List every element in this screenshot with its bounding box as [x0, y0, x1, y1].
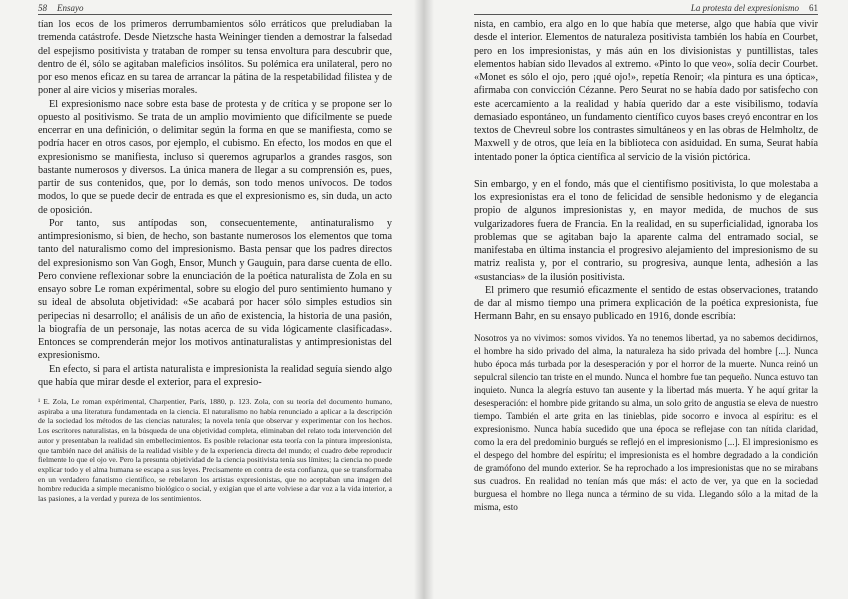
left-paragraph-3: Por tanto, sus antípodas son, consecuentemente, antinaturalismo y antimpresionismo, si bien, de hecho, son bastante numerosos los elementos que toma tanto del naturalismo como del impresionismo. Basta pensar que los padres directos del expresionismo son Van Gogh, Ensor, Munch y Gauguin, para darse cuenta de ello. Pero conviene reflexionar sobre la enunciación de la poética naturalista de Zola en su ensayo sobre Le roman expérimental, sobre su elogio del puro sentimiento humano y su ideal de absoluta objetividad: «Se acabará por hacer sólo simples estudios sin peripecias ni desarrollo; el análisis de un año de existencia, la historia de una pasión, la biografía de un personaje, las notas acerca de su vida lógicamente clasificadas». Entonces se comprenderán mejor los motivos antinaturalistas y antimpresionistas del expresionismo. [38, 217, 392, 362]
running-head-title-right: La protesta del expresionismo [690, 3, 799, 13]
left-paragraph-2: El expresionismo nace sobre esta base de protesta y de crítica y se propone ser lo opuesto al positivismo. Se trata de un amplio movimiento que difícilmente se puede encerrar en una definición, o delimitar según la forma en que se manifiesta, como se podría hacer en otros casos, por ejemplo, el cubismo. En efecto, los modos en que el expresionismo se manifiesta, incluso si queremos agruparlos a grandes rasgos, son bastante numerosos y diversos. La única manera de llegar a su comprensión es, pues, partir de sus contenidos, que, por lo demás, son todo menos unívocos. De todos modos, lo que se puede decir de entrada es que el expresionismo es, sin duda, un acto de oposición. [38, 98, 392, 216]
page-number-right: 61 [809, 3, 818, 13]
right-paragraph-2: Sin embargo, y en el fondo, más que el cientifismo positivista, lo que molestaba a los expresionistas era el tono de felicidad de sensible hedonismo y de elegancia propio de algunos impresionistas y, en mayor medida, de muchos de sus vulgarizadores fuera de Francia. En la realidad, en su superficialidad, ignoraba los problemas que se agitaban bajo la aparente calma del entramado social, se manifestaba en última instancia el progresivo alejamiento del impresionismo de su matriz realista y, por el contrario, su progresiva, aunque lenta, adhesión a las «sustancias» de la ilusión positivista. [474, 178, 818, 283]
right-paragraph-1: nista, en cambio, era algo en lo que había que meterse, algo que había que vivir desde el interior. Elementos de naturaleza positivista también los había en Courbet, pero en los impresionistas, y más aún en los divisionistas y puntillistas, tales elementos habían sido llevados al extremo. «Pinto lo que veo», solía decir Courbet. «Monet es sólo el ojo, pero ¡qué ojo!», repetía Renoir; «la pintura es una óptica», afirmaba con convicción Cézanne. Pero Seurat no se había dado por satisfecho con este acercamiento a la realidad y había querido dar a este visibilismo, todavía demasiado espontáneo, un fundamento científico cuyos bases creyó encontrar en los textos de Chevreul sobre los contrastes simultáneos y en las obras de Helmholtz, de Maxwell y de otros, que leía en la biblioteca con asiduidad. En suma, Seurat había intentado poner la óptica científica al servicio de la visión pictórica. [474, 19, 818, 163]
left-paragraph-1: tían los ecos de los primeros derrumbamientos sólo erráticos que preludiaban la tremenda catástrofe. Desde Nietzsche hasta Weininger tienden a demostrar la falsedad del espejismo positivista y trataban de romper su tensa envoltura para descubrir que, dentro de él, sólo se agitaban maleficios insólitos. Su polémica era unilateral, pero no por eso menos eficaz en su tarea de arrancar la pátina de la respetabilidad filistea y de poner al aire vicios y miserias morales. [38, 19, 392, 97]
footnote: ¹ E. Zola, Le roman expérimental, Charpentier, París, 1880, p. 123. Zola, con su teoría del documento humano, aspiraba a una literatura fundamentada en la ciencia. El naturalismo no había renunciado a aplicar a la descripción de la sociedad los métodos de las ciencias naturales; la novela tenía que observar y experimentar con los hechos. Los escritores naturalistas, en la búsqueda de una objetividad completa, eliminaban del relato toda intervención del autor y presentaban la realidad sin embellecimientos. Es posible relacionar esta teoría con la pintura impresionista, que también nace del análisis de la realidad visible y de la experiencia directa del mundo; el cuadro debe reproducir fielmente lo que el ojo ve. Pero la presunta objetividad de la ciencia positivista tenía sus límites; la ciencia no puede explicar todo y el alma humana se escapa a sus leyes. Precisamente en contra de esta confianza, que se transformaba en un verdadero fanatismo científico, se rebelaron los artistas expresionistas, que no aceptaban una imagen del hombre reducida a simple mecanismo biológico o social, y exigían que el arte volviese a dar voz a la vida interior, a las pasiones, a la verdad y pureza de los sentimientos. [38, 397, 392, 504]
block-quote: Nosotros ya no vivimos: somos vividos. Ya no tenemos libertad, ya no sabemos decidirnos, el hombre ha sido privado del alma, la naturaleza ha sido privada del hombre [...]. Nunca hubo época más turbada por la desesperación y por el horror de la muerte. Nunca reinó un sepulcral silencio tan triste en el mundo. Nunca el hombre fue tan pequeño. Nunca estuvo tan inquieto. Nunca la alegría estuvo tan ausente y la libertad más muerta. Y he aquí gritar la desesperación: el hombre pide gritando su alma, un solo grito de angustia se eleva de nuestro tiempo. También el arte grita en las tinieblas, pide socorro e invoca al espíritu: es el expresionismo. Nunca había sucedido que una época se reflejase con tan nítida claridad, como la era del predominio burgués se reflejó en el impresionismo [...]. El impresionismo es el despego del hombre del espíritu; el impresionista es el hombre degradado a la condición de gramófono del mundo exterior. Se ha reprochado a los impresionistas que no se mirabans sus cuadros. En realidad no tenían más que más: el acto de ver, ya que en la sociedad burguesa el hombre no llega nunca a término de su vida. Llegando sólo a la mitad de la misma, esto [474, 332, 818, 512]
right-page [424, 0, 848, 599]
running-head-right [474, 2, 818, 15]
section-gap [474, 164, 818, 178]
right-paragraph-3: El primero que resumió eficazmente el sentido de estas observaciones, tratando de dar al mismo tiempo una primera explicación de la poética expresionista, fue Hermann Bahr, en su ensayo publicado en 1916, donde escribía: [474, 284, 818, 323]
left-paragraph-4: En efecto, si para el artista naturalista e impresionista la realidad seguía siendo algo que había que mirar desde el exterior, para el expresio- [38, 363, 392, 388]
running-head-left [38, 2, 392, 15]
page-number-left: 58 [38, 3, 47, 13]
book-gutter [414, 0, 434, 599]
running-head-title-left: Ensayo [57, 3, 84, 13]
